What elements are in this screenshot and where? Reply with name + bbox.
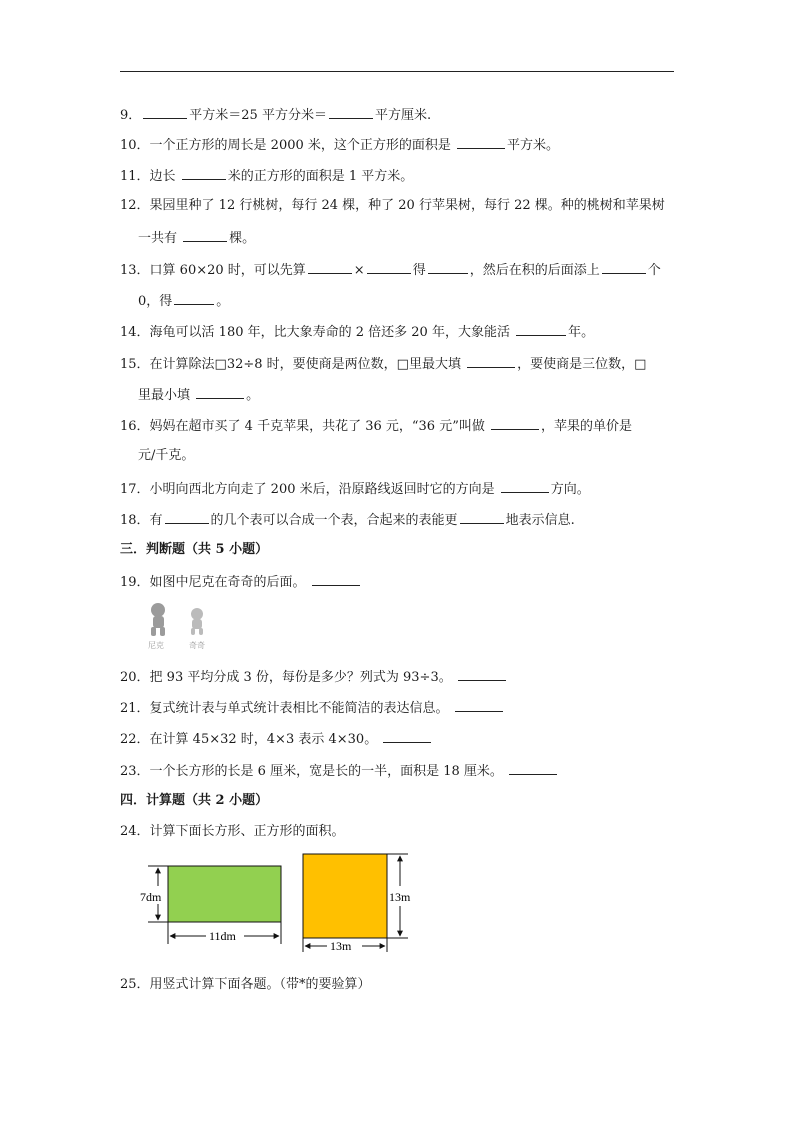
section-judgement-heading: 三．判断题（共 5 小题） (120, 542, 269, 557)
answer-blank[interactable] (458, 668, 506, 681)
answer-blank[interactable] (312, 573, 360, 586)
header-rule (120, 71, 674, 72)
question-15-cont: 里最小填 。 (138, 388, 260, 403)
answer-blank[interactable] (455, 699, 503, 712)
question-24: 24．计算下面长方形、正方形的面积。 (120, 824, 345, 839)
area-figures (130, 846, 420, 958)
question-9: 9． 平方米＝25 平方分米＝ 平方厘米. (120, 108, 432, 123)
answer-blank[interactable] (183, 229, 227, 242)
question-17: 17．小明向西北方向走了 200 米后，沿原路线返回时它的方向是 方向。 (120, 482, 590, 497)
answer-blank[interactable] (165, 511, 209, 524)
answer-blank[interactable] (383, 730, 431, 743)
square-height-label: 13m (389, 890, 411, 904)
answer-blank[interactable] (460, 511, 504, 524)
answer-blank[interactable] (602, 261, 646, 274)
qiqi-label: 奇奇 (189, 641, 205, 650)
question-20: 20．把 93 平均分成 3 份，每份是多少？列式为 93÷3。 (120, 668, 676, 686)
question-16: 16．妈妈在超市买了 4 千克苹果，共花了 36 元，“36 元”叫做 ，苹果的单价是 (120, 419, 632, 434)
answer-blank[interactable] (516, 323, 566, 336)
question-12-cont: 一共有 棵。 (138, 231, 256, 246)
answer-blank[interactable] (491, 417, 539, 430)
question-22: 22．在计算 45×32 时，4×3 表示 4×30。 (120, 730, 676, 748)
section-calculation-heading: 四．计算题（共 2 小题） (120, 793, 269, 808)
answer-blank[interactable] (174, 292, 214, 305)
green-rectangle (168, 866, 281, 922)
answer-blank[interactable] (196, 386, 244, 399)
character-illustration (145, 600, 215, 652)
answer-blank[interactable] (143, 106, 187, 119)
question-13: 13．口算 60×20 时，可以先算 × 得 ，然后在积的后面添上 个 (120, 263, 661, 278)
question-12: 12．果园里种了 12 行桃树，每行 24 棵，种了 20 行苹果树，每行 22 棵。种的桃树和苹果树 (120, 198, 665, 213)
question-16-cont: 元/千克。 (138, 448, 195, 463)
answer-blank[interactable] (308, 261, 352, 274)
answer-blank[interactable] (329, 106, 373, 119)
character-figures (145, 600, 215, 652)
qiqi-figure-icon (191, 608, 203, 635)
question-18: 18．有 的几个表可以合成一个表，合起来的表能更 地表示信息. (120, 513, 575, 528)
answer-blank[interactable] (182, 167, 226, 180)
rect-width-label: 11dm (209, 929, 236, 943)
rect-height-label: 7dm (140, 890, 162, 904)
answer-blank[interactable] (428, 261, 468, 274)
question-21: 21．复式统计表与单式统计表相比不能简洁的表达信息。 (120, 699, 676, 717)
nick-figure-icon (151, 603, 165, 636)
yellow-square (303, 854, 387, 938)
question-15: 15．在计算除法□32÷8 时，要使商是两位数，□里最大填 ，要使商是三位数，□ (120, 357, 647, 372)
question-23: 23．一个长方形的长是 6 厘米，宽是长的一半，面积是 18 厘米。 (120, 762, 676, 780)
question-14: 14．海龟可以活 180 年，比大象寿命的 2 倍还多 20 年，大象能活 年。 (120, 325, 595, 340)
square-width-label: 13m (330, 939, 352, 953)
answer-blank[interactable] (367, 261, 411, 274)
question-13-cont: 0，得 。 (138, 294, 230, 309)
question-10: 10．一个正方形的周长是 2000 米，这个正方形的面积是 平方米。 (120, 138, 560, 153)
question-11: 11．边长 米的正方形的面积是 1 平方米。 (120, 169, 414, 184)
answer-blank[interactable] (467, 355, 515, 368)
nick-label: 尼克 (148, 641, 164, 650)
answer-blank[interactable] (509, 762, 557, 775)
question-19: 19．如图中尼克在奇奇的后面。 (120, 573, 676, 591)
question-25: 25．用竖式计算下面各题。（带*的要验算） (120, 977, 371, 992)
answer-blank[interactable] (457, 136, 505, 149)
answer-blank[interactable] (501, 480, 549, 493)
